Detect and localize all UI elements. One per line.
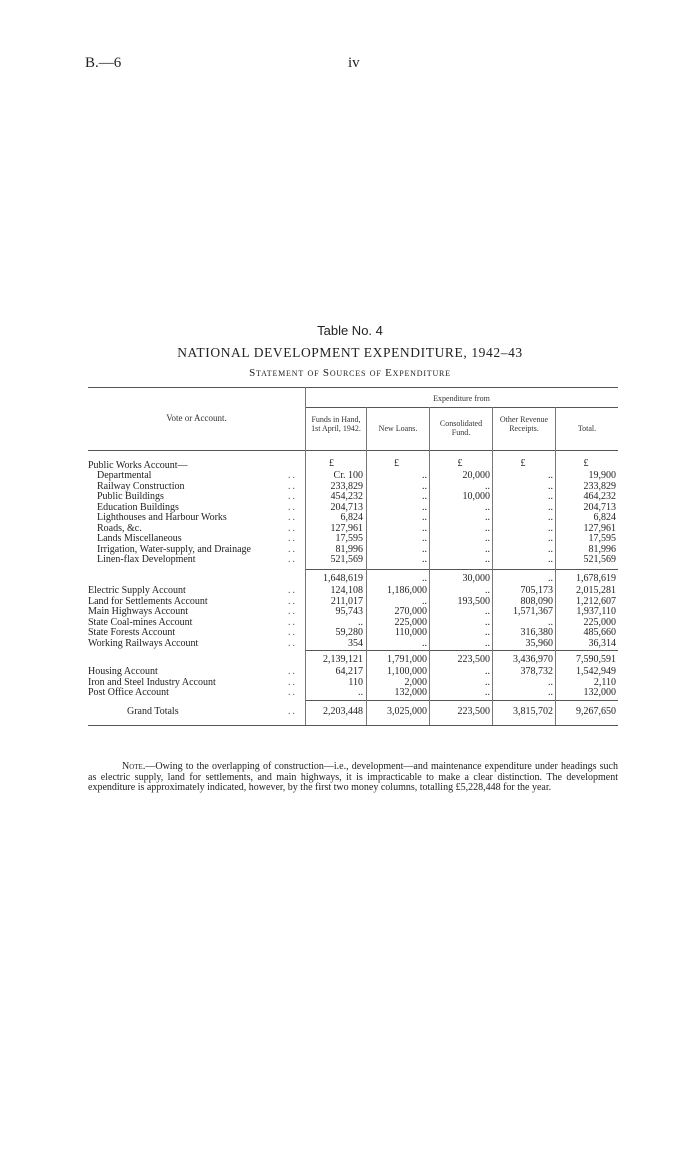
table-bottom-rule (88, 725, 618, 726)
table-cell: .. (485, 501, 490, 513)
table-cell: 223,500 (457, 654, 490, 665)
row-label: Departmental (97, 470, 152, 481)
table-cell: 1,937,110 (576, 606, 616, 617)
table-cell: 2,203,448 (323, 706, 363, 717)
table-cell: .. (485, 687, 490, 698)
table-cell: 223,500 (457, 706, 490, 717)
table-cell: .. (485, 554, 490, 565)
table-cell: .. (548, 687, 553, 698)
table-cell: 454,232 (330, 491, 363, 502)
table-cell: 1,571,367 (513, 606, 553, 617)
table-cell: 81,996 (335, 543, 363, 555)
row-label: Housing Account (88, 666, 158, 677)
leader-dots: .. (288, 585, 297, 596)
table-cell: 132,000 (394, 687, 427, 698)
table-cell: 3,436,970 (513, 654, 553, 665)
table-cell: 204,713 (330, 501, 363, 513)
row-label: Working Railways Account (88, 637, 199, 649)
table-cell: .. (548, 522, 553, 534)
table-cell: .. (485, 637, 490, 649)
table-cell: 2,015,281 (576, 585, 616, 596)
currency-symbol: £ (457, 458, 463, 469)
header-expenditure-from: Expenditure from (433, 394, 490, 403)
table-cell: 17,595 (335, 533, 363, 544)
row-label: Lands Miscellaneous (97, 533, 182, 544)
currency-symbol: £ (329, 458, 334, 469)
table-cell: 485,660 (583, 627, 616, 638)
table-cell: .. (485, 533, 490, 544)
leader-dots: .. (288, 687, 297, 698)
leader-dots: .. (288, 491, 297, 502)
table-cell: 378,732 (520, 666, 553, 677)
leader-dots: .. (288, 676, 297, 688)
table-cell: 30,000 (462, 573, 490, 584)
leader-dots: .. (288, 470, 297, 481)
row-label: Main Highways Account (88, 606, 188, 617)
table-cell: .. (548, 676, 553, 688)
table-cell: .. (422, 595, 427, 607)
table-cell: .. (548, 554, 553, 565)
table-cell: 270,000 (394, 606, 427, 617)
table-cell: 2,139,121 (323, 654, 363, 665)
table-number: Table No. 4 (317, 323, 383, 338)
table-cell: 35,960 (525, 637, 553, 649)
header-sub-rule (305, 407, 618, 408)
subtotal2-rule (305, 650, 618, 651)
table-cell: 3,025,000 (387, 706, 427, 717)
header-consolidated-fund: Consolidated Fund. (439, 419, 483, 437)
table-cell: 225,000 (583, 616, 616, 628)
table-cell: .. (548, 616, 553, 628)
leader-dots: .. (288, 595, 297, 607)
page-number: iv (348, 55, 360, 71)
table-cell: 6,824 (593, 512, 616, 523)
table-cell: 127,961 (583, 522, 616, 534)
table-cell: .. (422, 554, 427, 565)
table-cell: .. (485, 627, 490, 638)
page-reference: B.—6 (85, 55, 122, 71)
table-cell: 9,267,650 (576, 706, 616, 717)
table-cell: 1,678,619 (576, 573, 616, 584)
table-cell: .. (548, 512, 553, 523)
leader-dots: .. (288, 706, 297, 717)
table-cell: .. (422, 533, 427, 544)
table-cell: 521,569 (330, 554, 363, 565)
leader-dots: .. (288, 606, 297, 617)
table-cell: .. (422, 522, 427, 534)
table-cell: .. (485, 616, 490, 628)
table-cell: 2,110 (593, 676, 616, 688)
table-cell: 316,380 (520, 627, 553, 638)
table-cell: 124,108 (330, 585, 363, 596)
table-cell: .. (422, 512, 427, 523)
row-label: Public Buildings (97, 491, 164, 502)
table-cell: 95,743 (335, 606, 363, 617)
footnote (88, 762, 618, 794)
table-cell: 6,824 (340, 512, 363, 523)
row-label: Roads, &c. (97, 522, 142, 534)
table-cell: 1,186,000 (387, 585, 427, 596)
table-cell: 17,595 (588, 533, 616, 544)
header-funds-in-hand: Funds in Hand, 1st April, 1942. (311, 415, 361, 433)
table-cell: 211,017 (330, 595, 363, 607)
table-cell: .. (422, 543, 427, 555)
table-cell: .. (422, 470, 427, 481)
row-label: Land for Settlements Account (88, 595, 208, 607)
table-cell: 225,000 (394, 616, 427, 628)
table-cell: .. (485, 606, 490, 617)
table-cell: .. (485, 522, 490, 534)
leader-dots: .. (288, 616, 297, 628)
table-cell: .. (548, 543, 553, 555)
table-cell: .. (358, 616, 363, 628)
table-top-rule (88, 387, 618, 388)
table-cell: 81,996 (588, 543, 616, 555)
table-cell: .. (548, 491, 553, 502)
table-cell: 705,173 (520, 585, 553, 596)
table-cell: .. (422, 480, 427, 492)
row-label: Railway Construction (97, 480, 185, 492)
leader-dots: .. (288, 533, 297, 544)
footnote-lead: Note. (122, 761, 146, 772)
table-cell: 1,791,000 (387, 654, 427, 665)
table-cell: 64,217 (335, 666, 363, 677)
table-cell: 1,100,000 (387, 666, 427, 677)
subtotal1-rule (305, 569, 618, 570)
footnote-text: —Owing to the overlapping of construction—i.e., development—and maintenance expenditure under headings such as electric supply, land for settlements, and main highways, it is impracticable to make a clear distinction. The development expenditure is approximately indicated, however, by the first two money columns, totalling £5,228,448 for the year. (88, 761, 618, 793)
table-cell: 521,569 (583, 554, 616, 565)
table-cell: 233,829 (330, 480, 363, 492)
leader-dots: .. (288, 501, 297, 513)
table-cell: 1,648,619 (323, 573, 363, 584)
table-cell: .. (485, 512, 490, 523)
table-cell: 233,829 (583, 480, 616, 492)
table-cell: 1,212,607 (576, 595, 616, 607)
table-cell: .. (485, 676, 490, 688)
header-other-revenue: Other Revenue Receipts. (499, 415, 549, 433)
table-cell: 2,000 (404, 676, 427, 688)
table-cell: 132,000 (583, 687, 616, 698)
table-cell: .. (422, 501, 427, 513)
table-cell: .. (548, 470, 553, 481)
table-title: NATIONAL DEVELOPMENT EXPENDITURE, 1942–43 (177, 345, 523, 360)
leader-dots: .. (288, 666, 297, 677)
table-cell: .. (485, 480, 490, 492)
table-subtitle: Statement of Sources of Expenditure (249, 367, 451, 379)
grand-totals-label: Grand Totals (127, 706, 179, 717)
table-cell: 204,713 (583, 501, 616, 513)
table-cell: 19,900 (588, 470, 616, 481)
row-label: Post Office Account (88, 687, 169, 698)
table-cell: .. (422, 573, 427, 584)
row-label: Iron and Steel Industry Account (88, 676, 216, 688)
table-cell: 808,090 (520, 595, 553, 607)
currency-symbol: £ (394, 458, 399, 469)
table-cell: 36,314 (588, 637, 616, 649)
table-cell: .. (485, 585, 490, 596)
header-bottom-rule (88, 450, 618, 451)
leader-dots: .. (288, 637, 297, 649)
currency-symbol: £ (583, 458, 589, 469)
row-label: State Coal-mines Account (88, 616, 193, 628)
leader-dots: .. (288, 480, 297, 492)
row-label: Education Buildings (97, 501, 179, 513)
table-cell: 59,280 (335, 627, 363, 638)
table-cell: 1,542,949 (576, 666, 616, 677)
row-label: Lighthouses and Harbour Works (97, 512, 227, 523)
row-label: Linen-flax Development (97, 554, 196, 565)
table-cell: .. (548, 501, 553, 513)
table-cell: 354 (348, 637, 363, 649)
table-cell: 7,590,591 (576, 654, 616, 665)
table-cell: .. (548, 533, 553, 544)
table-cell: .. (422, 491, 427, 502)
leader-dots: .. (288, 512, 297, 523)
public-works-heading: Public Works Account— (88, 460, 188, 471)
leader-dots: .. (288, 522, 297, 534)
row-label: Irrigation, Water-supply, and Drainage (97, 543, 251, 555)
table-cell: 464,232 (583, 491, 616, 502)
header-new-loans: New Loans. (378, 424, 418, 433)
table-cell: .. (422, 637, 427, 649)
table-cell: 110 (348, 676, 363, 688)
table-cell: .. (358, 687, 363, 698)
leader-dots: .. (288, 627, 297, 638)
leader-dots: .. (288, 543, 297, 555)
table-cell: 193,500 (457, 595, 490, 607)
table-cell: .. (548, 573, 553, 584)
table-cell: Cr. 100 (333, 470, 363, 481)
table-cell: 20,000 (462, 470, 490, 481)
table-cell: 3,815,702 (513, 706, 553, 717)
currency-symbol: £ (520, 458, 526, 469)
header-total: Total. (577, 424, 597, 433)
grand-total-top-rule (305, 700, 618, 701)
table-cell: 110,000 (394, 627, 427, 638)
row-label: State Forests Account (88, 627, 176, 638)
table-cell: .. (485, 543, 490, 555)
header-vote-or-account: Vote or Account. (166, 413, 227, 423)
table-cell: .. (548, 480, 553, 492)
table-cell: 10,000 (462, 491, 490, 502)
table-cell: 127,961 (330, 522, 363, 534)
table-cell: .. (485, 666, 490, 677)
leader-dots: .. (288, 554, 297, 565)
row-label: Electric Supply Account (88, 585, 186, 596)
